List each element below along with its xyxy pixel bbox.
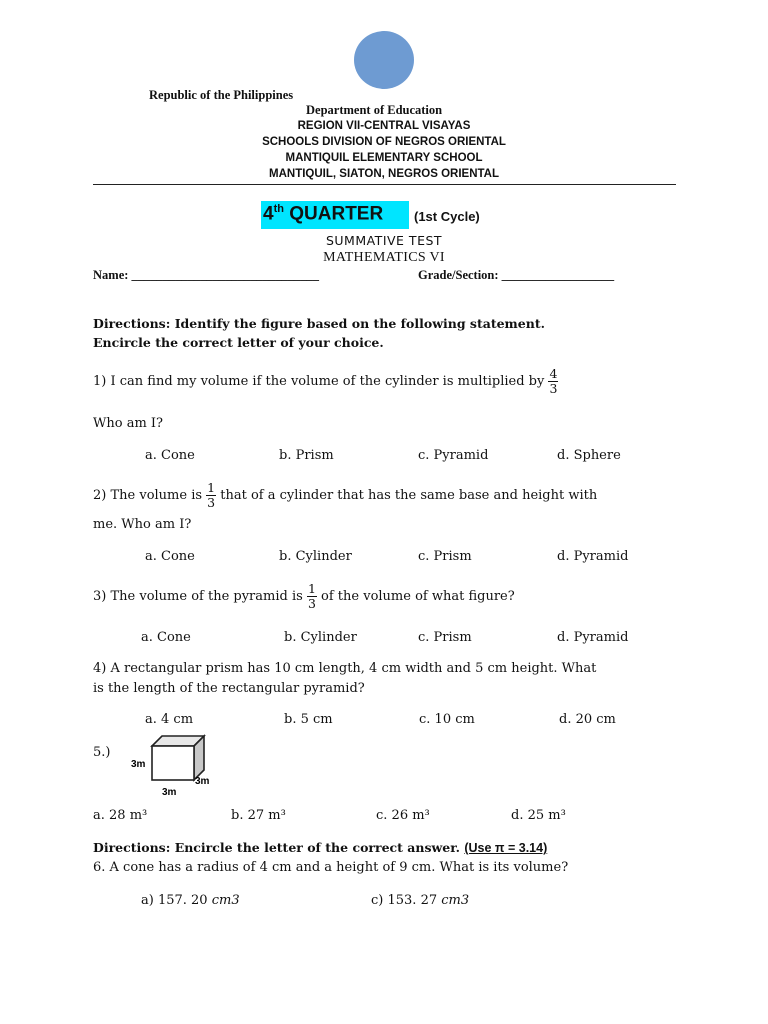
q2-option-a[interactable]: a. Cone bbox=[145, 549, 195, 564]
header-divider bbox=[93, 184, 676, 185]
question-3-pre: 3) The volume of the pyramid is bbox=[93, 589, 303, 604]
quarter-title bbox=[263, 203, 383, 225]
fraction-one-third bbox=[307, 582, 317, 611]
directions-2-text: Directions: Encircle the letter of the correct answer. bbox=[93, 840, 460, 855]
q3-option-a[interactable]: a. Cone bbox=[141, 630, 191, 645]
q3-option-c[interactable]: c. Prism bbox=[418, 630, 472, 645]
q5-option-b[interactable]: b. 27 m³ bbox=[231, 808, 286, 823]
header-republic: Republic of the Philippines bbox=[149, 88, 294, 102]
fraction-numerator: 1 bbox=[207, 480, 216, 495]
question-2-post: that of a cylinder that has the same base and height with bbox=[220, 488, 598, 503]
q6-option-c-unit: cm3 bbox=[441, 893, 470, 908]
fraction-four-thirds bbox=[548, 367, 558, 396]
q1-option-b[interactable]: b. Prism bbox=[279, 448, 334, 463]
q4-option-d[interactable]: d. 20 cm bbox=[559, 712, 616, 727]
q5-option-c[interactable]: c. 26 m³ bbox=[376, 808, 430, 823]
q6-option-a-unit: cm3 bbox=[211, 893, 240, 908]
grade-section-field: Grade/Section: __________________ bbox=[418, 268, 615, 282]
cycle-label: (1st Cycle) bbox=[414, 209, 480, 224]
header-school: MANTIQUIL ELEMENTARY SCHOOL bbox=[285, 152, 483, 164]
name-field: Name: ______________________________ bbox=[93, 268, 320, 282]
question-4-line-2: is the length of the rectangular pyramid? bbox=[93, 681, 365, 696]
q2-option-b[interactable]: b. Cylinder bbox=[279, 549, 352, 564]
cube-height-label: 3m bbox=[131, 759, 146, 770]
quarter-suffix: th bbox=[273, 203, 284, 215]
q2-option-c[interactable]: c. Prism bbox=[418, 549, 472, 564]
header-address: MANTIQUIL, SIATON, NEGROS ORIENTAL bbox=[269, 168, 499, 180]
fraction-one-third bbox=[206, 481, 216, 510]
cube-figure bbox=[124, 726, 230, 798]
q5-option-a[interactable]: a. 28 m³ bbox=[93, 808, 148, 823]
q4-option-b[interactable]: b. 5 cm bbox=[284, 712, 333, 727]
test-type: SUMMATIVE TEST bbox=[325, 233, 443, 248]
q4-option-c[interactable]: c. 10 cm bbox=[419, 712, 475, 727]
q1-option-c[interactable]: c. Pyramid bbox=[418, 448, 489, 463]
cube-width-label: 3m bbox=[162, 787, 177, 798]
fraction-numerator: 4 bbox=[549, 366, 558, 381]
pi-note: (Use π = 3.14) bbox=[464, 841, 548, 855]
question-1-line-2: Who am I? bbox=[93, 416, 164, 431]
quarter-number: 4 bbox=[263, 203, 274, 225]
quarter-word: QUARTER bbox=[289, 203, 384, 225]
deped-seal bbox=[354, 31, 414, 89]
cube-front-face bbox=[152, 746, 194, 780]
q2-option-d[interactable]: d. Pyramid bbox=[557, 549, 629, 564]
header-department: Department of Education bbox=[306, 103, 443, 117]
header-region: REGION VII-CENTRAL VISAYAS bbox=[297, 120, 471, 132]
header-division: SCHOOLS DIVISION OF NEGROS ORIENTAL bbox=[262, 136, 506, 148]
q3-option-b[interactable]: b. Cylinder bbox=[284, 630, 357, 645]
q6-option-c[interactable] bbox=[371, 893, 469, 908]
directions-line-1: Directions: Identify the figure based on the following statement. bbox=[93, 316, 545, 331]
question-2-pre: 2) The volume is bbox=[93, 488, 203, 503]
question-1 bbox=[93, 367, 558, 396]
q1-option-a[interactable]: a. Cone bbox=[145, 448, 195, 463]
directions-line-2: Encircle the correct letter of your choice. bbox=[93, 335, 384, 350]
q6-option-c-value: c) 153. 27 bbox=[371, 893, 438, 908]
q1-option-d[interactable]: d. Sphere bbox=[557, 448, 621, 463]
question-4-line-1: 4) A rectangular prism has 10 cm length, 4 cm width and 5 cm height. What bbox=[93, 661, 597, 676]
question-1-text: 1) I can find my volume if the volume of the cylinder is multiplied by bbox=[93, 374, 545, 389]
question-3-post: of the volume of what figure? bbox=[321, 589, 515, 604]
question-2-line-2: me. Who am I? bbox=[93, 517, 192, 532]
q5-option-d[interactable]: d. 25 m³ bbox=[511, 808, 566, 823]
fraction-denominator: 3 bbox=[207, 495, 216, 510]
question-6: 6. A cone has a radius of 4 cm and a height of 9 cm. What is its volume? bbox=[93, 860, 569, 875]
fraction-denominator: 3 bbox=[307, 596, 316, 611]
cube-depth-label: 3m bbox=[195, 776, 210, 787]
question-2 bbox=[93, 481, 597, 510]
q6-option-a-value: a) 157. 20 bbox=[141, 893, 208, 908]
question-3 bbox=[93, 582, 515, 611]
q6-option-a[interactable] bbox=[141, 893, 240, 908]
subject-title: MATHEMATICS VI bbox=[323, 250, 445, 265]
q4-option-a[interactable]: a. 4 cm bbox=[145, 712, 194, 727]
fraction-denominator: 3 bbox=[549, 381, 558, 396]
directions-2 bbox=[93, 840, 547, 855]
question-5-label: 5.) bbox=[93, 745, 111, 760]
q3-option-d[interactable]: d. Pyramid bbox=[557, 630, 629, 645]
fraction-numerator: 1 bbox=[307, 581, 316, 596]
